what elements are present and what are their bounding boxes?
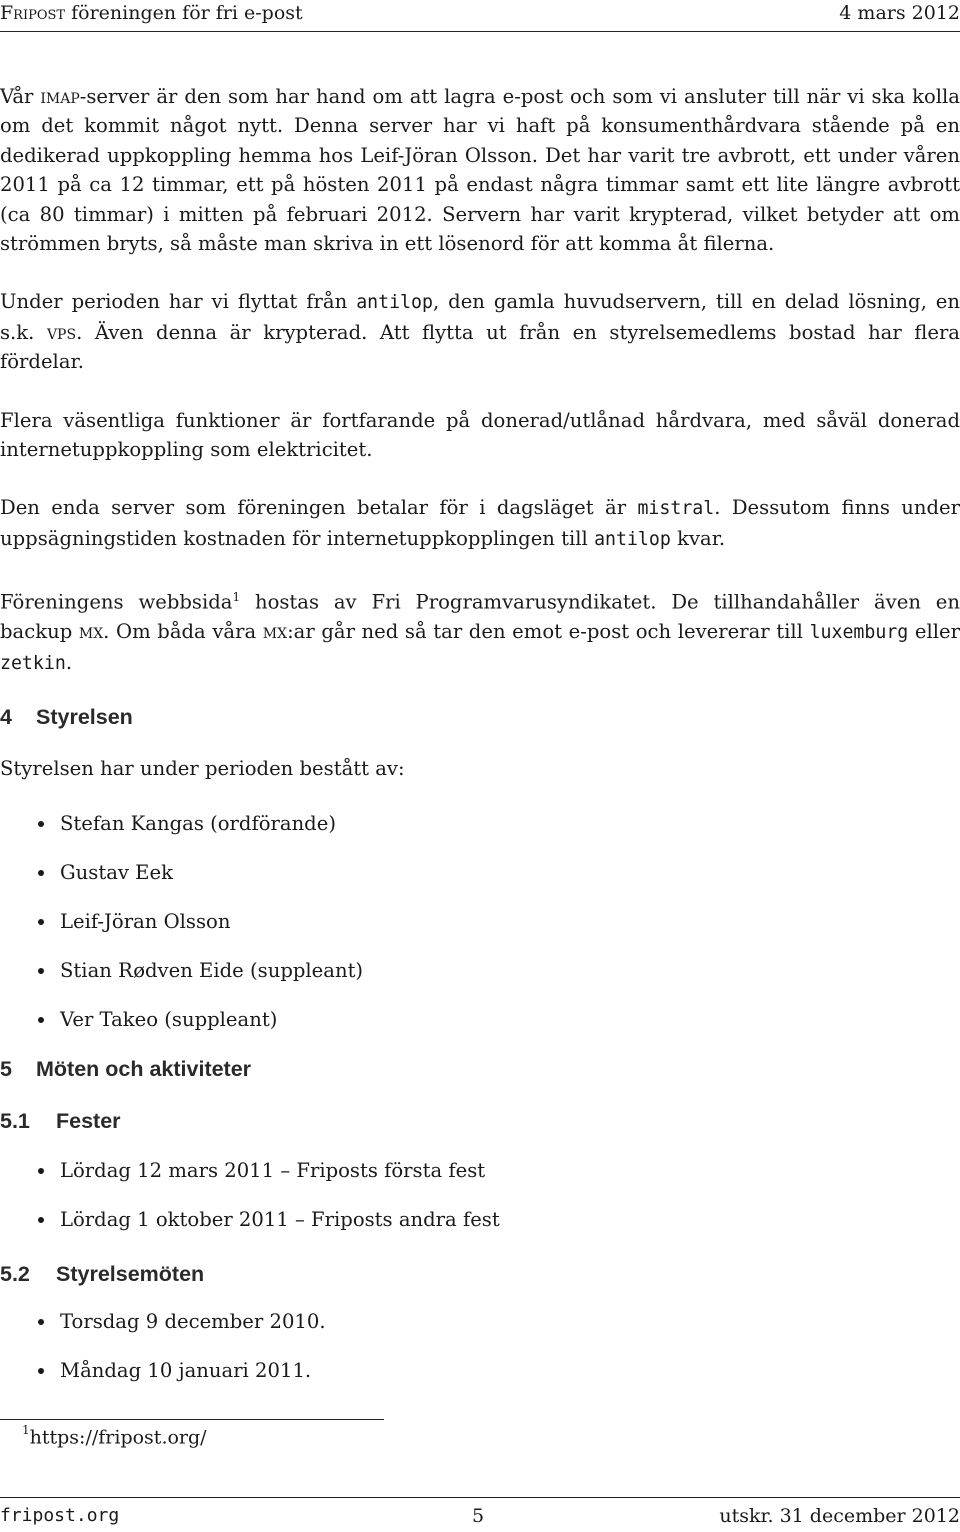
code-antilop: antilop (356, 292, 433, 314)
list-item (0, 809, 960, 858)
board-member: Ver Takeo (suppleant) (60, 1008, 278, 1032)
bullet-icon (38, 1217, 44, 1223)
text-run: -server är den som har hand om att lagra e-post och som vi ansluter till när vi ska kolla om det kommit något nytt. Denna server har vi haft på konsumenthårdvara stående på en dedikerad uppkoppling hemma hos Leif-Jöran Olsson. Det har varit tre avbrott, ett under våren 2011 på ca 12 timmar, ett på hösten 2011 på endast några timmar samt ett lite längre avbrott (ca 80 timmar) i mitten på februari 2012. Servern har varit krypterad, vilket betyder att om strömmen bryts, så måste man skriva in ett lösenord för att komma åt filerna. (0, 85, 960, 256)
text-run: hostas av Fri Programvarusyndikatet. De tillhandahåller även en backup (0, 590, 960, 644)
subsection-title: Styrelsemöten (56, 1262, 205, 1287)
footnote-rule (0, 1419, 384, 1420)
bullet-icon (38, 968, 44, 974)
board-member: Leif-Jöran Olsson (60, 910, 231, 934)
acronym-vps: vps (46, 320, 77, 344)
list-item (0, 956, 960, 1005)
subsection-heading-styrelsemoten (0, 1259, 960, 1289)
text-run: . (65, 650, 73, 674)
text-run: Vår (0, 85, 41, 108)
page-number: 5 (472, 1505, 485, 1527)
section-title: Möten och aktiviteter (36, 1057, 252, 1082)
text-run: . Om båda våra (103, 620, 263, 644)
section-heading-moten (0, 1054, 960, 1084)
footer-site: fripost.org (0, 1505, 120, 1526)
text-run: Den enda server som föreningen betalar för i dagsläget är (0, 496, 638, 520)
list-item (0, 1005, 960, 1050)
bullet-icon (38, 870, 44, 876)
event-item: Lördag 12 mars 2011 – Friposts första fest (60, 1159, 486, 1183)
bullet-icon (38, 1319, 44, 1325)
text-run: Föreningens webbsida (0, 590, 233, 614)
section-number: 5 (0, 1057, 12, 1082)
document-body (0, 82, 960, 1405)
text-run: :ar går ned så tar den emot e-post och levererar till (287, 620, 810, 644)
bullet-icon (38, 1017, 44, 1023)
subsection-heading-fester (0, 1106, 960, 1136)
list-item (0, 858, 960, 907)
list-item (0, 907, 960, 956)
code-zetkin: zetkin (0, 652, 66, 674)
section-title: Styrelsen (36, 705, 133, 730)
paragraph-vps-move (0, 287, 960, 376)
board-member-list (0, 809, 960, 1050)
paragraph-website-hosting (0, 583, 960, 678)
text-run: eller (908, 620, 960, 644)
footnote-mark: 1 (22, 1423, 30, 1437)
header-rule (0, 31, 960, 32)
board-member: Gustav Eek (60, 861, 173, 885)
bullet-icon (38, 821, 44, 827)
subsection-title: Fester (56, 1109, 121, 1134)
acronym-mx: mx (262, 620, 288, 644)
board-meeting-list (0, 1307, 960, 1405)
code-mistral: mistral (637, 498, 715, 520)
list-item (0, 1205, 960, 1251)
header-date: 4 mars 2012 (839, 2, 960, 24)
footnote-marker[interactable]: 1 (232, 590, 241, 605)
text-run: . Även denna är krypterad. Att flytta ut från en styrelsemedlems bostad har flera fördelar. (0, 320, 960, 374)
board-intro: Styrelsen har under perioden bestått av: (0, 757, 405, 781)
footnote-link[interactable]: https://fripost.org/ (29, 1426, 207, 1449)
text-run: Under perioden har vi flyttat från (0, 290, 357, 314)
bullet-icon (38, 1368, 44, 1374)
list-item (0, 1156, 960, 1205)
header-title (0, 2, 303, 24)
text-run: . Dessutom finns under uppsägningstiden kostnaden för internetuppkopplingen till (0, 496, 960, 550)
subsection-number: 5.2 (0, 1262, 30, 1287)
paragraph-paid-server (0, 493, 960, 554)
board-member: Stefan Kangas (ordförande) (60, 812, 336, 836)
text-run: kvar. (670, 526, 726, 550)
header-brand: Fripost (0, 2, 66, 24)
code-luxemburg: luxemburg (809, 622, 909, 644)
print-date: utskr. 31 december 2012 (719, 1505, 960, 1527)
code-antilop: antilop (594, 528, 671, 550)
list-item (0, 1307, 960, 1356)
meeting-item: Måndag 10 januari 2011. (60, 1359, 312, 1383)
footer-rule (0, 1497, 960, 1498)
party-list (0, 1156, 960, 1251)
event-item: Lördag 1 oktober 2011 – Friposts andra fest (60, 1208, 500, 1232)
running-header (0, 2, 960, 28)
paragraph-donated-hardware: Flera väsentliga funktioner är fortfarande på donerad/utlånad hårdvara, med såväl donerad internetuppkoppling som elektricitet. (0, 408, 960, 462)
bullet-icon (38, 1168, 44, 1174)
header-title-rest: föreningen för fri e-post (65, 2, 303, 24)
bullet-icon (38, 919, 44, 925)
paragraph-imap-server (0, 82, 960, 258)
list-item (0, 1356, 960, 1405)
text-run: , den gamla huvudservern, till en delad lösning, en s.k. (0, 290, 960, 344)
footnote (22, 1425, 207, 1448)
acronym-mx: mx (78, 620, 104, 644)
section-heading-styrelsen (0, 702, 960, 732)
board-member: Stian Rødven Eide (suppleant) (60, 959, 364, 983)
meeting-item: Torsdag 9 december 2010. (60, 1310, 326, 1334)
acronym-imap: imap (40, 85, 80, 108)
section-number: 4 (0, 705, 12, 730)
running-footer (0, 1505, 960, 1531)
subsection-number: 5.1 (0, 1109, 30, 1134)
